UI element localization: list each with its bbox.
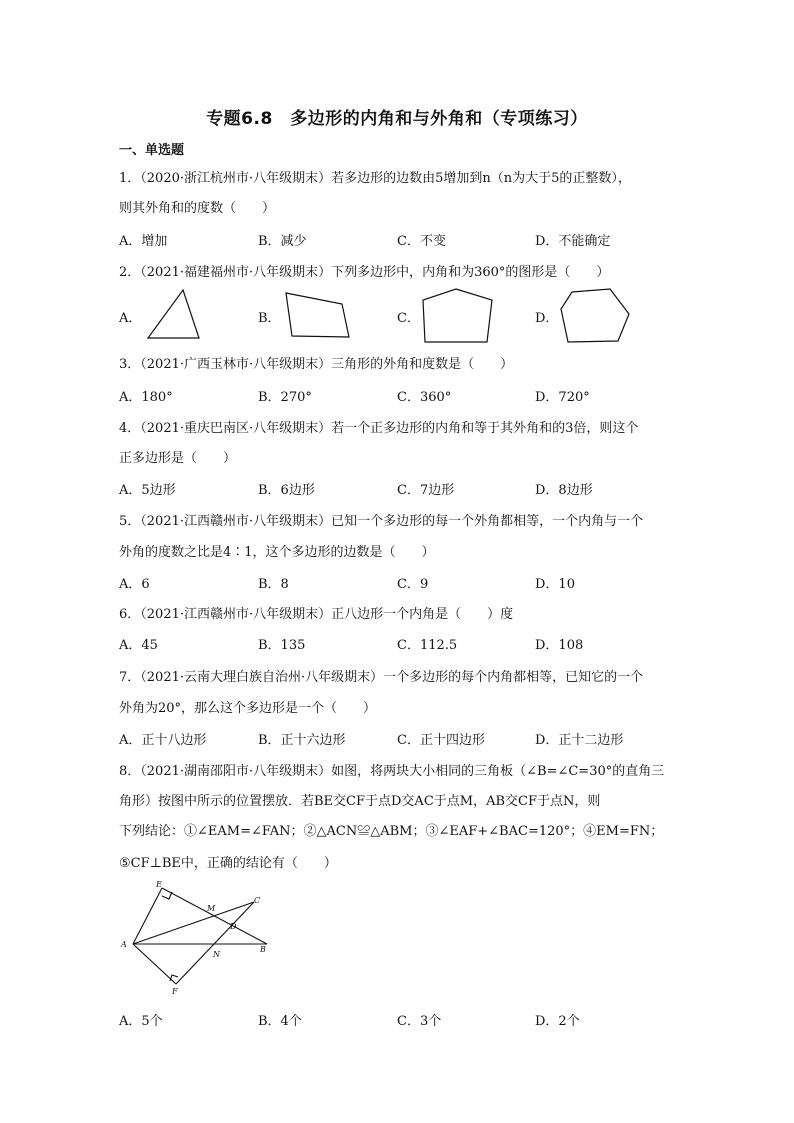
question-3-line-1: 3．（2021·广西玉林市·八年级期末）三角形的外角和度数是（ ） <box>119 357 514 372</box>
q1-option-a: A．增加 <box>119 234 168 249</box>
q6-option-c: C．112.5 <box>397 638 458 653</box>
question-2-line-1: 2．（2021·福建福州市·八年级期末）下列多边形中，内角和为360°的图形是（ ） <box>119 265 610 280</box>
q5-option-d: D．10 <box>535 577 575 592</box>
question-5-line-1: 5．（2021·江西赣州市·八年级期末）已知一个多边形的每一个外角都相等，一个内角与一个 <box>119 514 644 529</box>
question-6-line-1: 6．（2021·江西赣州市·八年级期末）正八边形一个内角是（ ）度 <box>119 607 514 622</box>
question-4-line-1: 4．（2021·重庆巴南区·八年级期末）若一个正多边形的内角和等于其外角和的3倍，则这个 <box>119 421 639 436</box>
label-b: B <box>260 945 266 954</box>
label-a: A <box>121 940 127 949</box>
q3-option-a: A．180° <box>119 390 173 405</box>
question-8-line-1: 8．（2021·湖南邵阳市·八年级期末）如图，将两块大小相同的三角板（∠B=∠C=30°的直角三 <box>119 764 665 779</box>
q1-option-d: D．不能确定 <box>535 234 611 249</box>
q7-option-b: B．正十六边形 <box>258 733 346 748</box>
label-n: N <box>213 950 220 959</box>
q4-option-d: D．8边形 <box>535 483 593 498</box>
q2-option-d: D． <box>535 311 559 326</box>
question-8-line-2: 角形）按图中所示的位置摆放．若BE交CF于点D交AC于点M，AB交CF于点N，则 <box>119 794 601 809</box>
question-7-line-2: 外角为20°，那么这个多边形是一个（ ） <box>119 701 377 716</box>
label-c: C <box>254 896 261 905</box>
page-title: 专题6.8 多边形的内角和与外角和（专项练习） <box>206 109 588 129</box>
q4-option-b: B．6边形 <box>258 483 315 498</box>
q6-option-a: A．45 <box>119 638 158 653</box>
q7-option-d: D．正十二边形 <box>535 733 624 748</box>
q5-option-c: C．9 <box>397 577 429 592</box>
question-5-line-2: 外角的度数之比是4∶1，这个多边形的边数是（ ） <box>119 545 435 560</box>
label-e: E <box>156 880 162 889</box>
question-7-line-1: 7．（2021·云南大理白族自治州·八年级期末）一个多边形的每个内角都相等，已知它的一个 <box>119 670 644 685</box>
q6-option-b: B．135 <box>258 638 306 653</box>
hexagon-shape <box>558 286 634 346</box>
q1-option-b: B．减少 <box>258 234 307 249</box>
q3-option-d: D．720° <box>535 390 590 405</box>
label-d: D <box>230 922 237 931</box>
q4-option-a: A．5边形 <box>119 483 176 498</box>
q2-option-a: A． <box>119 311 142 326</box>
triangle-shape <box>145 287 205 343</box>
q3-option-c: C．360° <box>397 390 452 405</box>
q7-option-a: A．正十八边形 <box>119 733 207 748</box>
q1-option-c: C．不变 <box>397 234 446 249</box>
q8-option-a: A．5个 <box>119 1014 163 1029</box>
q5-option-a: A．6 <box>119 577 150 592</box>
pentagon-shape <box>419 286 497 346</box>
q4-option-c: C．7边形 <box>397 483 455 498</box>
section-heading: 一、单选题 <box>119 143 185 158</box>
q7-option-c: C．正十四边形 <box>397 733 485 748</box>
question-8-line-4: ⑤CF⊥BE中，正确的结论有（ ） <box>119 856 337 871</box>
question-1-line-2: 则其外角和的度数（ ） <box>119 201 276 216</box>
q2-option-b: B． <box>258 311 281 326</box>
q3-option-b: B．270° <box>258 390 312 405</box>
question-1-line-1: 1．（2020·浙江杭州市·八年级期末）若多边形的边数由5增加到n（n为大于5的正整数）， <box>119 171 631 186</box>
q2-option-c: C． <box>397 311 420 326</box>
q6-option-d: D．108 <box>535 638 584 653</box>
q8-option-b: B．4个 <box>258 1014 302 1029</box>
triangle-overlap-figure <box>118 878 278 998</box>
q8-option-d: D．2个 <box>535 1014 580 1029</box>
q8-option-c: C．3个 <box>397 1014 442 1029</box>
label-m: M <box>207 904 216 913</box>
label-f: F <box>172 987 178 996</box>
q5-option-b: B．8 <box>258 577 289 592</box>
question-8-line-3: 下列结论：①∠EAM=∠FAN；②△ACN≌△ABM；③∠EAF+∠BAC=120°；④EM=FN； <box>119 824 664 839</box>
quadrilateral-shape <box>282 290 354 342</box>
question-4-line-2: 正多边形是（ ） <box>119 451 237 466</box>
